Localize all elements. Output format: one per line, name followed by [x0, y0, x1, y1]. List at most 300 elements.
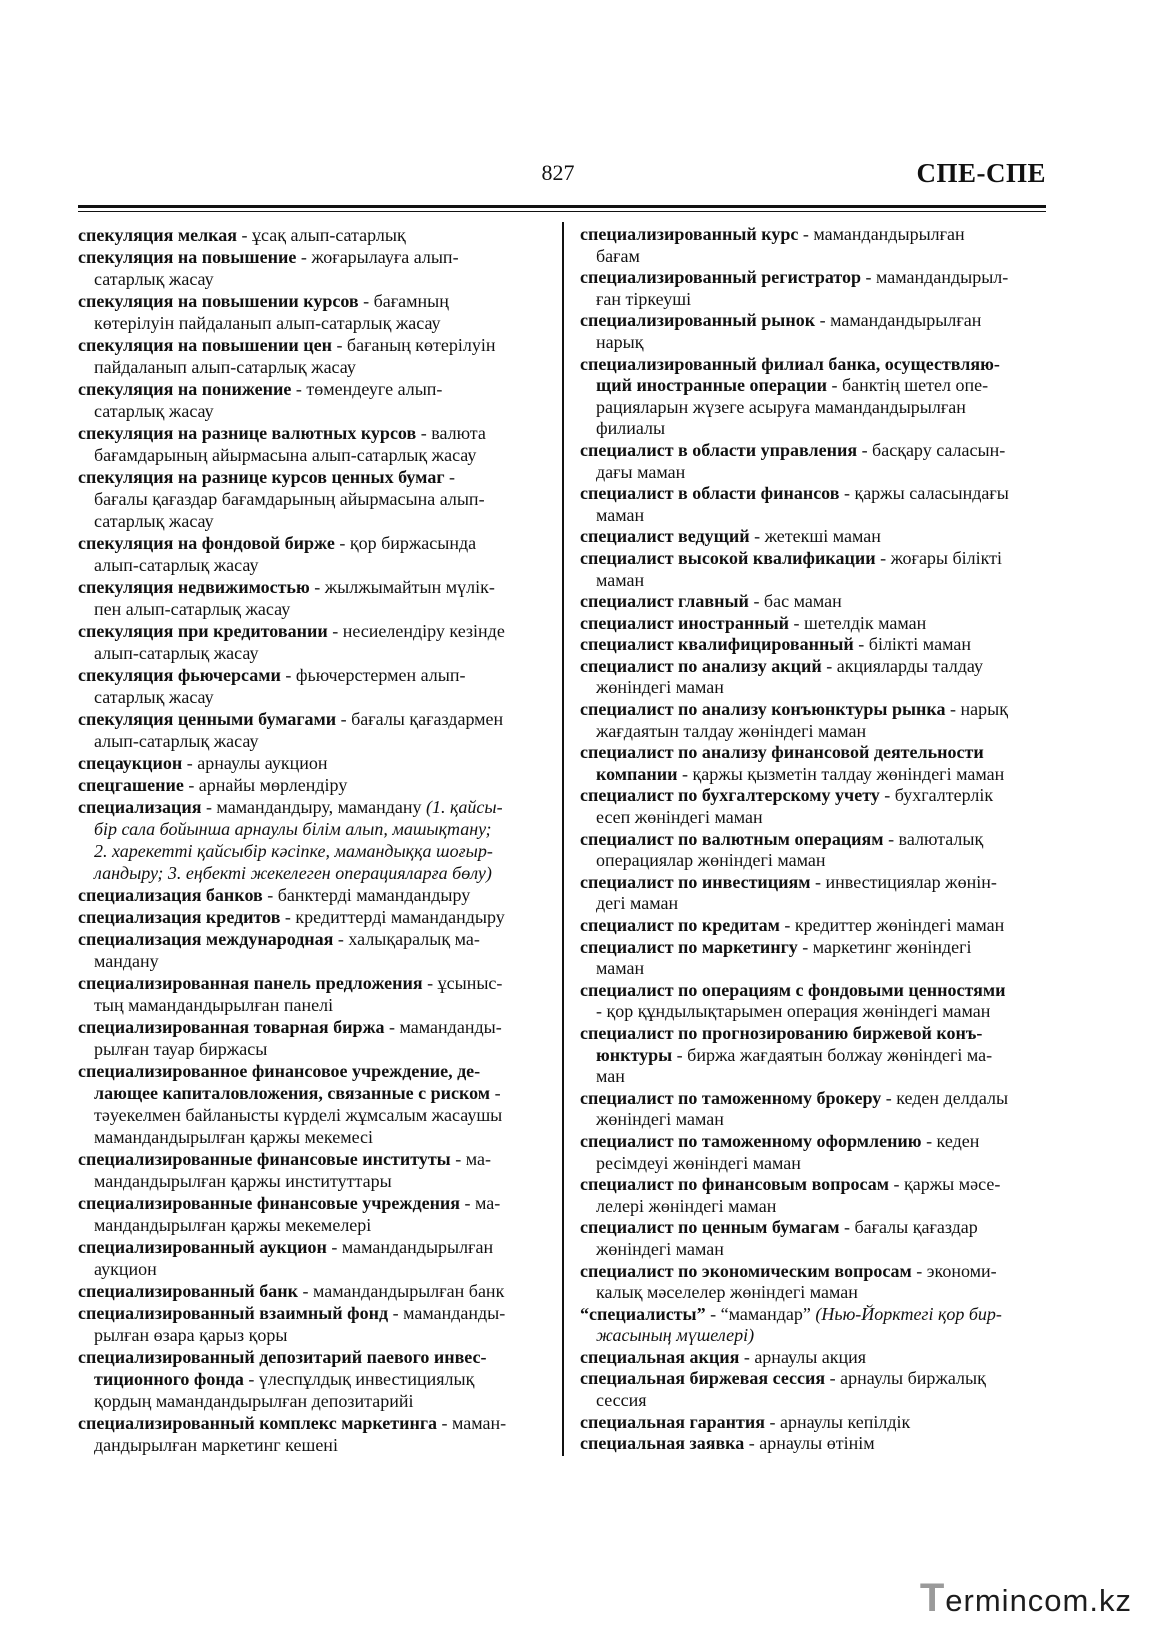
- entry-line: [580, 1347, 1056, 1369]
- translation: - мамандандырылған: [326, 1237, 494, 1257]
- dictionary-entry: [78, 1192, 554, 1236]
- entry-line: [78, 1126, 554, 1148]
- headword: спекуляция ценными бумагами: [78, 709, 337, 729]
- translation: - бағамның: [358, 291, 449, 311]
- headword: специалист по анализу акций: [580, 655, 822, 676]
- entry-line: [78, 884, 554, 906]
- translation: - халықаралық ма-: [333, 929, 480, 949]
- entry-line: [580, 526, 1056, 548]
- dictionary-entry: [580, 656, 1056, 699]
- translation: - бас маман: [748, 591, 842, 612]
- headword: спекуляция мелкая: [78, 225, 238, 245]
- entry-line: [580, 224, 1056, 246]
- dictionary-entry: [78, 620, 554, 664]
- translation: - арнаулы биржалық: [825, 1368, 986, 1389]
- entry-line: [78, 312, 554, 334]
- translation: - “мамандар”: [705, 1303, 816, 1324]
- entry-line: [78, 1390, 554, 1412]
- entry-line: [580, 354, 1056, 376]
- translation: - төмендеуге алып-: [291, 379, 443, 399]
- headword: специалист по таможенному брокеру: [580, 1087, 882, 1108]
- translation: алып-сатарлық жасау: [94, 731, 259, 751]
- headword: специалист иностранный: [580, 612, 790, 633]
- entry-line: [580, 699, 1056, 721]
- headword: специализированный аукцион: [78, 1237, 327, 1257]
- entry-line: [78, 686, 554, 708]
- translation: дандырылған маркетинг кешені: [94, 1435, 338, 1455]
- translation: маман: [596, 569, 645, 590]
- dictionary-entry: [580, 937, 1056, 980]
- translation: лелері жөніндегі маман: [596, 1195, 777, 1216]
- translation: - қаржы мәсе-: [889, 1174, 1001, 1195]
- entry-line: [580, 1066, 1056, 1088]
- entry-line: [580, 764, 1056, 786]
- entry-line: [580, 613, 1056, 635]
- entry-line: [580, 850, 1056, 872]
- logo-text: Termincom.kz: [919, 1576, 1132, 1620]
- entry-line: [580, 958, 1056, 980]
- right-column: [580, 224, 1056, 1455]
- dictionary-entry: [580, 1088, 1056, 1131]
- headword: щий иностранные операции: [596, 375, 828, 396]
- translation: - валюта: [416, 423, 486, 443]
- dictionary-entry: [78, 972, 554, 1016]
- translation: сатарлық жасау: [94, 511, 214, 531]
- dictionary-entry: [78, 928, 554, 972]
- entry-line: [580, 246, 1056, 268]
- dictionary-entry: [580, 1023, 1056, 1088]
- left-column: [78, 224, 554, 1456]
- entry-line: [78, 1258, 554, 1280]
- entry-line: [78, 1280, 554, 1302]
- dictionary-entry: [78, 906, 554, 928]
- entry-line: [580, 570, 1056, 592]
- translation: тәуекелмен байланысты күрделі жұмсалым жасаушы: [94, 1105, 503, 1125]
- dictionary-entry: [78, 290, 554, 334]
- translation: пайдаланып алып-сатарлық жасау: [94, 357, 356, 377]
- headword: спекуляция на повышении курсов: [78, 291, 359, 311]
- headword: специалист в области управления: [580, 439, 858, 460]
- headword: специализированный регистратор: [580, 267, 862, 288]
- translation: жағдаятын талдау жөніндегі маман: [596, 720, 867, 741]
- headword: специалист по прогнозированию биржевой конъ-: [580, 1022, 983, 1043]
- entry-line: [580, 1109, 1056, 1131]
- entry-line: [78, 1192, 554, 1214]
- translation: ресімдеуі жөніндегі маман: [596, 1152, 801, 1173]
- headword: специализированный взаимный фонд: [78, 1303, 389, 1323]
- translation: - білікті маман: [853, 634, 971, 655]
- headword: компании: [596, 763, 678, 784]
- entry-line: [580, 267, 1056, 289]
- page-number: 827: [541, 160, 575, 185]
- entry-line: [580, 375, 1056, 397]
- headword: специалист по кредитам: [580, 915, 780, 935]
- entry-line: [78, 1038, 554, 1060]
- headword: специалист по таможенному оформлению: [580, 1130, 922, 1151]
- entry-line: [78, 664, 554, 686]
- entry-line: [580, 418, 1056, 440]
- entry-line: [580, 980, 1056, 1002]
- entry-line: [580, 1368, 1056, 1390]
- translation: - кредиттерді мамандандыру: [280, 907, 505, 927]
- headword: специализированные финансовые учреждения: [78, 1193, 461, 1213]
- entry-line: [580, 1239, 1056, 1261]
- entry-line: [78, 444, 554, 466]
- entry-line: [580, 591, 1056, 613]
- headword: специализированный банк: [78, 1281, 299, 1301]
- header-rule-thin: [78, 211, 1046, 212]
- translation: - маманданды-: [388, 1303, 506, 1323]
- headword: спекуляция на фондовой бирже: [78, 533, 335, 553]
- translation: бағалы қағаздар бағамдарының айырмасына алып-: [94, 489, 485, 509]
- headword: специалист в области финансов: [580, 483, 840, 504]
- headword: специалист по финансовым вопросам: [580, 1174, 890, 1195]
- entry-line: [580, 1390, 1056, 1412]
- headword: спецаукцион: [78, 753, 183, 773]
- entry-line: [580, 785, 1056, 807]
- translation: қордың мамандандырылған депозитарийі: [94, 1391, 414, 1411]
- headword: специалист высокой квалификации: [580, 547, 876, 568]
- entry-line: [78, 928, 554, 950]
- entry-line: [580, 829, 1056, 851]
- headword: спекуляция на разнице курсов ценных бумаг: [78, 467, 445, 487]
- termincom-logo: [920, 1578, 1132, 1622]
- dictionary-entry: [78, 466, 554, 532]
- translation: - валюталық: [883, 828, 984, 849]
- entry-line: [78, 290, 554, 312]
- dictionary-entry: [580, 634, 1056, 656]
- translation: - банктің шетел опе-: [827, 375, 989, 396]
- entry-line: [78, 1434, 554, 1456]
- entry-line: [78, 1214, 554, 1236]
- dictionary-entry: [78, 224, 554, 246]
- headword: спецгашение: [78, 775, 184, 795]
- entry-line: [78, 422, 554, 444]
- headword: спекуляция при кредитовании: [78, 621, 328, 641]
- entry-line: [78, 598, 554, 620]
- translation: - ұсыныс-: [422, 973, 503, 993]
- dictionary-entry: [580, 699, 1056, 742]
- entry-line: [78, 950, 554, 972]
- translation: - банктерді мамандандыру: [262, 885, 471, 905]
- entry-line: [580, 1088, 1056, 1110]
- entry-line: [580, 937, 1056, 959]
- translation: - қаржы саласындағы: [839, 483, 1009, 504]
- entry-line: [78, 796, 554, 818]
- entry-line: [78, 268, 554, 290]
- entry-line: [78, 1412, 554, 1434]
- dictionary-entry: [580, 483, 1056, 526]
- translation: пен алып-сатарлық жасау: [94, 599, 291, 619]
- entry-line: [580, 1045, 1056, 1067]
- translation: - биржа жағдаятын болжау жөніндегі ма-: [672, 1044, 993, 1065]
- entry-line: [580, 742, 1056, 764]
- entry-line: [580, 807, 1056, 829]
- dictionary-entry: [580, 267, 1056, 310]
- headword: специализация: [78, 797, 202, 817]
- translation: - мамандандыру, мамандану: [201, 797, 426, 817]
- entry-line: [78, 1082, 554, 1104]
- translation: мамандандырылған қаржы мекемесі: [94, 1127, 374, 1147]
- entry-line: [580, 1261, 1056, 1283]
- translation: - фьючерстермен алып-: [280, 665, 466, 685]
- entry-line: [580, 1153, 1056, 1175]
- entry-line: [78, 576, 554, 598]
- entry-line: [78, 1236, 554, 1258]
- translation: сессия: [596, 1390, 647, 1411]
- translation: - экономи-: [911, 1260, 997, 1281]
- translation: - маркетинг жөніндегі: [797, 936, 972, 957]
- dictionary-entry: [580, 1412, 1056, 1434]
- entry-line: [580, 505, 1056, 527]
- translation: жөніндегі маман: [596, 677, 724, 698]
- translation: - ма-: [460, 1193, 501, 1213]
- headword: специальная заявка: [580, 1433, 745, 1454]
- entry-line: [78, 1148, 554, 1170]
- entry-line: [78, 730, 554, 752]
- entry-line: [78, 378, 554, 400]
- translation: сатарлық жасау: [94, 269, 214, 289]
- dictionary-entry: [580, 526, 1056, 548]
- entry-line: [78, 906, 554, 928]
- entry-line: [78, 488, 554, 510]
- headword: специализированный комплекс маркетинга: [78, 1413, 438, 1433]
- headword: спекуляция на понижение: [78, 379, 292, 399]
- entry-line: [78, 642, 554, 664]
- dictionary-entry: [78, 334, 554, 378]
- headword: специалист по ценным бумагам: [580, 1217, 840, 1238]
- entry-line: [580, 462, 1056, 484]
- translation: - маманданды-: [384, 1017, 502, 1037]
- entry-line: [580, 893, 1056, 915]
- translation: - бағалы қағаздармен: [336, 709, 504, 729]
- dictionary-entry: [78, 1280, 554, 1302]
- entry-line: [78, 620, 554, 642]
- translation: филиалы: [596, 418, 666, 439]
- translation: - үлеспұлдық инвестициялық: [243, 1369, 475, 1389]
- headword: юнктуры: [596, 1044, 673, 1065]
- entry-line: [580, 1433, 1056, 1455]
- dictionary-entry: [580, 742, 1056, 785]
- column-divider: [562, 222, 564, 1456]
- entry-line: [580, 483, 1056, 505]
- dictionary-entry: [78, 532, 554, 576]
- dictionary-entry: [580, 980, 1056, 1023]
- headword: специальная биржевая сессия: [580, 1368, 826, 1389]
- headword: специалист главный: [580, 591, 749, 612]
- translation: - бухгалтерлік: [879, 785, 994, 806]
- translation: алып-сатарлық жасау: [94, 555, 259, 575]
- dictionary-entry: [580, 915, 1056, 937]
- translation: - мамандандырылған: [815, 310, 982, 331]
- translation: есеп жөніндегі маман: [596, 807, 763, 828]
- note: ландыру; 3. еңбекті жекелеген операцияларға бөлу): [94, 863, 492, 883]
- headword: специализация международная: [78, 929, 334, 949]
- entry-line: [78, 356, 554, 378]
- translation: - шетелдік маман: [789, 612, 927, 633]
- translation: - кредиттер жөніндегі маман: [779, 915, 1005, 935]
- dictionary-entry: [580, 1433, 1056, 1455]
- dictionary-entry: [78, 1148, 554, 1192]
- translation: - қаржы қызметін талдау жөніндегі маман: [677, 763, 1005, 784]
- entry-line: [580, 721, 1056, 743]
- entry-line: [78, 818, 554, 840]
- translation: бағамдарының айырмасына алып-сатарлық жасау: [94, 445, 477, 465]
- entry-line: [580, 872, 1056, 894]
- dictionary-entry: [78, 378, 554, 422]
- headword: специализированные финансовые институты: [78, 1149, 451, 1169]
- dictionary-entry: [580, 224, 1056, 267]
- entry-line: [580, 289, 1056, 311]
- entry-line: [78, 224, 554, 246]
- translation: аукцион: [94, 1259, 157, 1279]
- headword: специализированный рынок: [580, 310, 816, 331]
- entry-line: [78, 554, 554, 576]
- entry-line: [580, 1412, 1056, 1434]
- headword: специалист ведущий: [580, 526, 750, 547]
- translation: алып-сатарлық жасау: [94, 643, 259, 663]
- entry-line: [580, 397, 1056, 419]
- headword: специализированный депозитарий паевого инвес-: [78, 1347, 487, 1367]
- dictionary-entry: [580, 785, 1056, 828]
- translation: - маман-: [437, 1413, 507, 1433]
- translation: - кеден: [921, 1130, 980, 1151]
- translation: - арнаулы өтінім: [744, 1433, 875, 1454]
- headword: специализированный филиал банка, осуществляю-: [580, 353, 1000, 374]
- dictionary-entry: [580, 591, 1056, 613]
- entry-line: [78, 400, 554, 422]
- translation: жөніндегі маман: [596, 1238, 724, 1259]
- headword: специалист по валютным операциям: [580, 828, 884, 849]
- dictionary-entry: [580, 872, 1056, 915]
- dictionary-entry: [580, 1261, 1056, 1304]
- translation: көтерілуін пайдаланып алып-сатарлық жасау: [94, 313, 441, 333]
- translation: дағы маман: [596, 461, 686, 482]
- entry-line: [78, 972, 554, 994]
- entry-line: [580, 1282, 1056, 1304]
- entry-line: [78, 334, 554, 356]
- headword: специализация банков: [78, 885, 263, 905]
- entry-line: [580, 1196, 1056, 1218]
- translation: - арнаулы акция: [739, 1346, 867, 1367]
- note: жасының мүшелері): [596, 1325, 755, 1346]
- dictionary-entry: [78, 1060, 554, 1148]
- translation: - қор құндылықтарымен операция жөніндегі маман: [596, 1001, 991, 1022]
- note: (Нью-Йорктегі қор бир-: [815, 1303, 1002, 1324]
- dictionary-entry: [78, 774, 554, 796]
- translation: -: [490, 1083, 501, 1103]
- translation: - ұсақ алып-сатарлық: [237, 225, 406, 245]
- headword: спекуляция недвижимостью: [78, 577, 310, 597]
- entry-line: [78, 994, 554, 1016]
- headword: специалист по анализу финансовой деятельности: [580, 742, 984, 763]
- translation: - жоғарылауға алып-: [296, 247, 459, 267]
- translation: сатарлық жасау: [94, 401, 214, 421]
- dictionary-entry: [580, 829, 1056, 872]
- dictionary-entry: [580, 1131, 1056, 1174]
- dictionary-entry: [78, 708, 554, 752]
- translation: ман: [596, 1066, 625, 1087]
- entry-line: [78, 1346, 554, 1368]
- headword: специалист по инвестициям: [580, 871, 811, 892]
- translation: дегі маман: [596, 893, 679, 914]
- translation: - нарық: [945, 699, 1008, 720]
- entry-line: [78, 752, 554, 774]
- translation: рылған өзара қарыз қоры: [94, 1325, 288, 1345]
- translation: нарық: [596, 331, 644, 352]
- translation: - арнаулы аукцион: [182, 753, 328, 773]
- headword: спекуляция на разнице валютных курсов: [78, 423, 417, 443]
- translation: маман: [596, 504, 645, 525]
- dictionary-entry: [580, 354, 1056, 440]
- note: 2. харекетті қайсыбір кәсіпке, мамандыққа шоғыр-: [94, 841, 493, 861]
- dictionary-entry: [78, 752, 554, 774]
- translation: сатарлық жасау: [94, 687, 214, 707]
- translation: - мамандандырыл-: [861, 267, 1009, 288]
- translation: - жоғары білікті: [875, 547, 1003, 568]
- entry-line: [580, 310, 1056, 332]
- translation: - мамандандырылған: [798, 224, 965, 244]
- translation: - басқару саласын-: [857, 439, 1006, 460]
- entry-line: [580, 1023, 1056, 1045]
- headword: специальная акция: [580, 1346, 740, 1367]
- entry-line: [78, 1104, 554, 1126]
- dictionary-entry: [78, 796, 554, 884]
- entry-line: [580, 1001, 1056, 1023]
- translation: мандану: [94, 951, 159, 971]
- headword: специалист по маркетингу: [580, 936, 798, 957]
- entry-line: [78, 1016, 554, 1038]
- entry-line: [580, 656, 1056, 678]
- headword: специалист по экономическим вопросам: [580, 1260, 912, 1281]
- entry-line: [580, 1304, 1056, 1326]
- entry-line: [78, 1324, 554, 1346]
- entry-line: [580, 1174, 1056, 1196]
- translation: -: [444, 467, 455, 487]
- entry-line: [78, 840, 554, 862]
- translation: - жетекші маман: [749, 526, 881, 547]
- headword: специализированный курс: [580, 224, 799, 244]
- entry-line: [78, 532, 554, 554]
- entry-line: [580, 677, 1056, 699]
- entry-line: [580, 1131, 1056, 1153]
- entry-line: [580, 1325, 1056, 1347]
- dictionary-entry: [580, 1368, 1056, 1411]
- dictionary-entry: [580, 310, 1056, 353]
- headword: спекуляция фьючерсами: [78, 665, 281, 685]
- entry-line: [78, 466, 554, 488]
- note: бір сала бойынша арнаулы білім алып, машықтану;: [94, 819, 492, 839]
- entry-line: [580, 634, 1056, 656]
- dictionary-entry: [580, 1217, 1056, 1260]
- translation: ған тіркеуші: [596, 288, 692, 309]
- headword: специализация кредитов: [78, 907, 281, 927]
- headword: спекуляция на повышение: [78, 247, 297, 267]
- entry-line: [580, 1217, 1056, 1239]
- dictionary-entry: [78, 1236, 554, 1280]
- entry-line: [580, 915, 1056, 937]
- translation: рылған тауар биржасы: [94, 1039, 268, 1059]
- dictionary-entry: [78, 664, 554, 708]
- translation: операциялар жөніндегі маман: [596, 850, 826, 871]
- translation: мандандырылған қаржы мекемелері: [94, 1215, 372, 1235]
- entry-line: [78, 708, 554, 730]
- translation: бағам: [596, 245, 640, 266]
- translation: рацияларын жүзеге асыруға мамандандырылған: [596, 396, 966, 417]
- dictionary-entry: [78, 884, 554, 906]
- note: (1. қайсы-: [426, 797, 503, 817]
- translation: - инвестициялар жөнін-: [810, 871, 997, 892]
